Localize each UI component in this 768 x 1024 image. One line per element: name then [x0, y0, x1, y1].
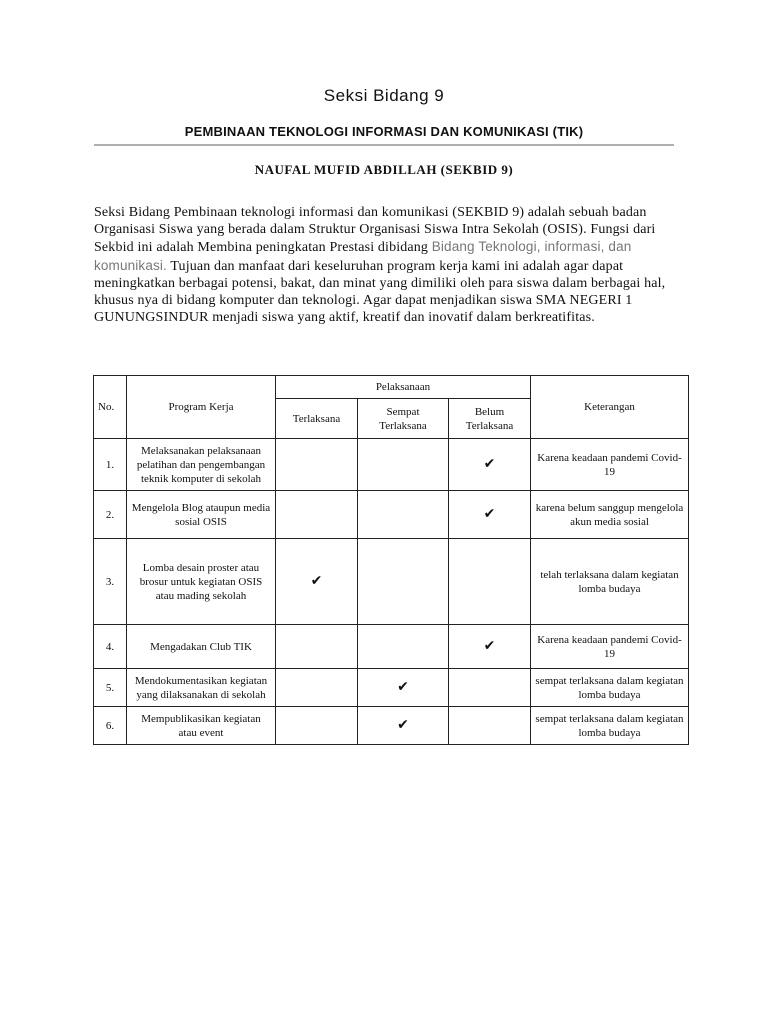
row-no: 6.	[94, 707, 127, 745]
checkmark-icon: ✔	[397, 679, 409, 695]
header-keterangan: Keterangan	[531, 376, 689, 439]
header-terlaksana: Terlaksana	[276, 399, 358, 439]
row-keterangan: telah terlaksana dalam kegiatan lomba budaya	[531, 539, 689, 625]
header-program: Program Kerja	[127, 376, 276, 439]
header-no: No.	[94, 376, 127, 439]
paragraph-highlight: Bidang Teknologi, informasi, dan komunikasi.	[94, 239, 632, 273]
checkmark-icon: ✔	[397, 717, 409, 733]
row-terlaksana	[276, 707, 358, 745]
row-program: Mempublikasikan kegiatan atau event	[127, 707, 276, 745]
row-sempat	[358, 625, 449, 669]
row-keterangan: Karena keadaan pandemi Covid-19	[531, 625, 689, 669]
checkmark-icon: ✔	[483, 506, 496, 522]
row-sempat	[358, 439, 449, 491]
header-pelaksanaan: Pelaksanaan	[276, 376, 531, 399]
row-program: Lomba desain proster atau brosur untuk kegiatan OSIS atau mading sekolah	[127, 539, 276, 625]
row-no: 3.	[94, 539, 127, 625]
row-no: 1.	[94, 439, 127, 491]
row-terlaksana	[276, 491, 358, 539]
row-terlaksana	[276, 539, 358, 625]
table-row	[94, 439, 689, 491]
paragraph-text-1: Seksi Bidang Pembinaan teknologi informasi dan komunikasi (SEKBID 9) adalah sebuah badan Organisasi Siswa yang berada dalam Struktur Organisasi Siswa Intra Sekolah (OSIS). Fungsi dari Sekbid ini adalah Membina peningkatan Prestasi dibidang	[94, 205, 656, 256]
table-row	[94, 707, 689, 745]
row-keterangan: karena belum sanggup mengelola akun media sosial	[531, 491, 689, 539]
row-no: 5.	[94, 669, 127, 707]
row-program: Mengelola Blog ataupun media sosial OSIS	[127, 491, 276, 539]
row-program: Mendokumentasikan kegiatan yang dilaksanakan di sekolah	[127, 669, 276, 707]
table-row	[94, 491, 689, 539]
row-sempat	[358, 707, 449, 745]
row-sempat	[358, 669, 449, 707]
table-row	[94, 669, 689, 707]
row-belum	[449, 669, 531, 707]
row-keterangan: sempat terlaksana dalam kegiatan lomba budaya	[531, 669, 689, 707]
row-keterangan: Karena keadaan pandemi Covid-19	[531, 439, 689, 491]
row-sempat	[358, 539, 449, 625]
document-subtitle: PEMBINAAN TEKNOLOGI INFORMASI DAN KOMUNIKASI (TIK)	[184, 124, 584, 139]
table-row	[94, 625, 689, 669]
row-no: 4.	[94, 625, 127, 669]
row-belum	[449, 707, 531, 745]
row-belum	[449, 625, 531, 669]
checkmark-icon: ✔	[483, 456, 496, 472]
row-terlaksana	[276, 625, 358, 669]
row-keterangan: sempat terlaksana dalam kegiatan lomba budaya	[531, 707, 689, 745]
row-sempat	[358, 491, 449, 539]
table-header-row	[94, 376, 689, 399]
row-belum	[449, 539, 531, 625]
description-paragraph	[94, 204, 694, 326]
row-no: 2.	[94, 491, 127, 539]
row-program: Mengadakan Club TIK	[127, 625, 276, 669]
checkmark-icon: ✔	[483, 638, 496, 654]
row-belum	[449, 439, 531, 491]
author-line: NAUFAL MUFID ABDILLAH (SEKBID 9)	[254, 162, 514, 177]
row-terlaksana	[276, 669, 358, 707]
row-terlaksana	[276, 439, 358, 491]
title-divider	[94, 144, 674, 146]
document-title: Seksi Bidang 9	[323, 86, 445, 105]
program-table	[93, 375, 689, 745]
header-sempat: Sempat Terlaksana	[358, 399, 449, 439]
paragraph-text-2: Tujuan dan manfaat dari keseluruhan program kerja kami ini adalah agar dapat meningkatkan berbagai potensi, bakat, dan minat yang dimiliki oleh para siswa dalam berbagai hal, khusus nya di bidang komputer dan teknologi. Agar dapat menjadikan siswa SMA NEGERI 1 GUNUNGSINDUR menjadi siswa yang aktif, kreatif dan inovatif dalam berkreatifitas.	[94, 258, 666, 326]
header-belum: Belum Terlaksana	[449, 399, 531, 439]
row-program: Melaksanakan pelaksanaan pelatihan dan pengembangan teknik komputer di sekolah	[127, 439, 276, 491]
table-row	[94, 539, 689, 625]
row-belum	[449, 491, 531, 539]
checkmark-icon: ✔	[310, 573, 323, 589]
